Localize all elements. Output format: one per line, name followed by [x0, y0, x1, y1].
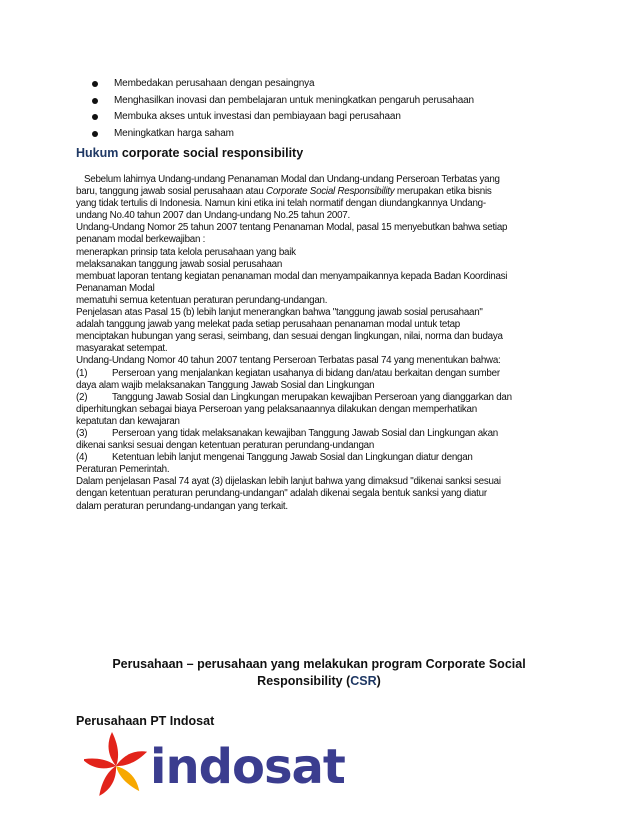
paragraph-line: mematuhi semua ketentuan peraturan perundang-undangan. [76, 294, 328, 306]
paragraph-line: baru, tanggung jawab sosial perusahaan atau Corporate Social Responsibility merupakan etika bisnis [76, 186, 492, 198]
list-item: Membuka akses untuk investasi dan pembiayaan bagi perusahaan [92, 109, 474, 126]
section-heading-csr-companies: Perusahaan – perusahaan yang melakukan program Corporate Social Responsibility (CSR) [112, 657, 526, 688]
paragraph-line: Undang-Undang Nomor 40 tahun 2007 tentang Perseroan Terbatas pasal 74 yang menentukan bahwa: [76, 355, 501, 367]
section-heading-indosat: Perusahaan PT Indosat [76, 714, 215, 728]
law-body-text [76, 174, 568, 513]
csr-italic-term: Corporate Social Responsibility [266, 186, 395, 198]
list-item: Membedakan perusahaan dengan pesaingnya [92, 76, 474, 93]
paragraph-line: adalah tanggung jawab yang melekat pada setiap perusahaan penanaman modal untuk tetap [76, 319, 460, 331]
paragraph-line: Peraturan Pemerintah. [76, 464, 170, 476]
paragraph-line: dengan ketentuan peraturan perundang-undangan" adalah dikenai segala bentuk sanksi yang diatur [76, 488, 487, 500]
paragraph-line: dalam peraturan perundang-undangan yang terkait. [76, 500, 288, 512]
numbered-line: (3) Perseroan yang tidak melaksanakan kewajiban Tanggung Jawab Sosial dan Lingkungan akan [76, 427, 498, 439]
list-item: Meningkatkan harga saham [92, 126, 474, 143]
paragraph-line: Penanaman Modal [76, 282, 155, 294]
csr-acronym: CSR [350, 674, 377, 688]
numbered-line: (2) Tanggung Jawab Sosial dan Lingkungan merupakan kewajiban Perseroan yang dianggarkan dan [76, 391, 512, 403]
paragraph-line: daya alam wajib melaksanakan Tanggung Jawab Sosial dan Lingkungan [76, 379, 375, 391]
paragraph-line: undang No.40 tahun 2007 dan Undang-undang No.25 tahun 2007. [76, 210, 350, 222]
paragraph-line: menerapkan prinsip tata kelola perusahaan yang baik [76, 246, 296, 258]
list-item: Menghasilkan inovasi dan pembelajaran untuk meningkatkan pengaruh perusahaan [92, 93, 474, 110]
bullet-icon [92, 131, 98, 137]
paragraph-line: masyarakat setempat. [76, 343, 168, 355]
indosat-logo [84, 728, 345, 804]
paragraph-line: Penjelasan atas Pasal 15 (b) lebih lanjut menerangkan bahwa "tanggung jawab sosial perusahaan" [76, 307, 483, 319]
paragraph-line: penanam modal berkewajiban : [76, 234, 206, 246]
bullet-icon [92, 81, 98, 87]
paragraph-line: kepatutan dan kewajaran [76, 415, 180, 427]
paragraph-line: menciptakan hubungan yang serasi, seimbang, dan sesuai dengan lingkungan, nilai, norma dan budaya [76, 331, 503, 343]
paragraph-line: melaksanakan tanggung jawab sosial perusahaan [76, 258, 283, 270]
numbered-line: (1) Perseroan yang menjalankan kegiatan usahanya di bidang dan/atau berkaitan dengan sumber [76, 367, 500, 379]
indosat-wordmark: indosat [150, 739, 345, 795]
paragraph-line: Dalam penjelasan Pasal 74 ayat (3) dijelaskan lebih lanjut bahwa yang dimaksud "dikenai sanksi sesuai [76, 476, 501, 488]
paragraph-line: Sebelum lahirnya Undang-undang Penanaman Modal dan Undang-undang Perseroan Terbatas yang [84, 174, 500, 185]
bullet-icon [92, 98, 98, 104]
paragraph-line: diperhitungkan sebagai biaya Perseroan yang pelaksanaannya dilakukan dengan memperhatikan [76, 403, 477, 415]
numbered-line: (4) Ketentuan lebih lanjut mengenai Tanggung Jawab Sosial dan Lingkungan diatur dengan [76, 452, 473, 464]
paragraph-line: yang tidak tertulis di Indonesia. Namun kini etika ini telah normatif dengan diundangkannya Undang- [76, 198, 486, 210]
benefit-bullet-list [92, 76, 474, 142]
paragraph-line: dikenai sanksi sesuai dengan ketentuan peraturan perundang-undangan [76, 440, 375, 452]
bullet-icon [92, 114, 98, 120]
paragraph-line: Undang-Undang Nomor 25 tahun 2007 tentang Penanaman Modal, pasal 15 menyebutkan bahwa setiap [76, 222, 508, 234]
paragraph-line: membuat laporan tentang kegiatan penanaman modal dan menyampaikannya kepada Badan Koordinasi [76, 270, 508, 282]
section-heading-hukum-csr: Hukum corporate social responsibility [76, 146, 304, 160]
indosat-star-icon [84, 728, 154, 804]
